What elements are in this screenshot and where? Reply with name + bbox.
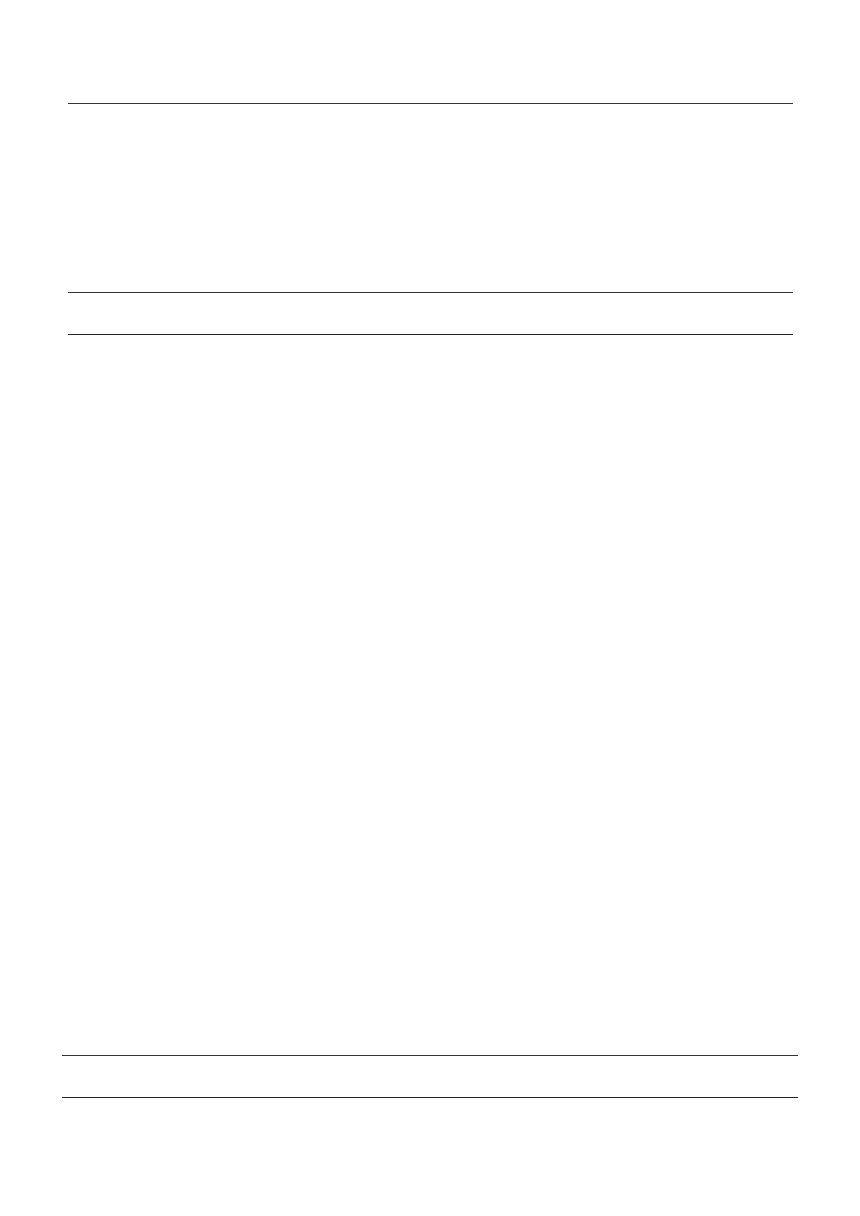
section3-top-rule: [62, 1055, 798, 1056]
section2-title-rule: [68, 334, 793, 335]
title-divider: [68, 103, 793, 104]
section3-title-rule: [62, 1097, 798, 1098]
section2-top-rule: [68, 292, 793, 293]
